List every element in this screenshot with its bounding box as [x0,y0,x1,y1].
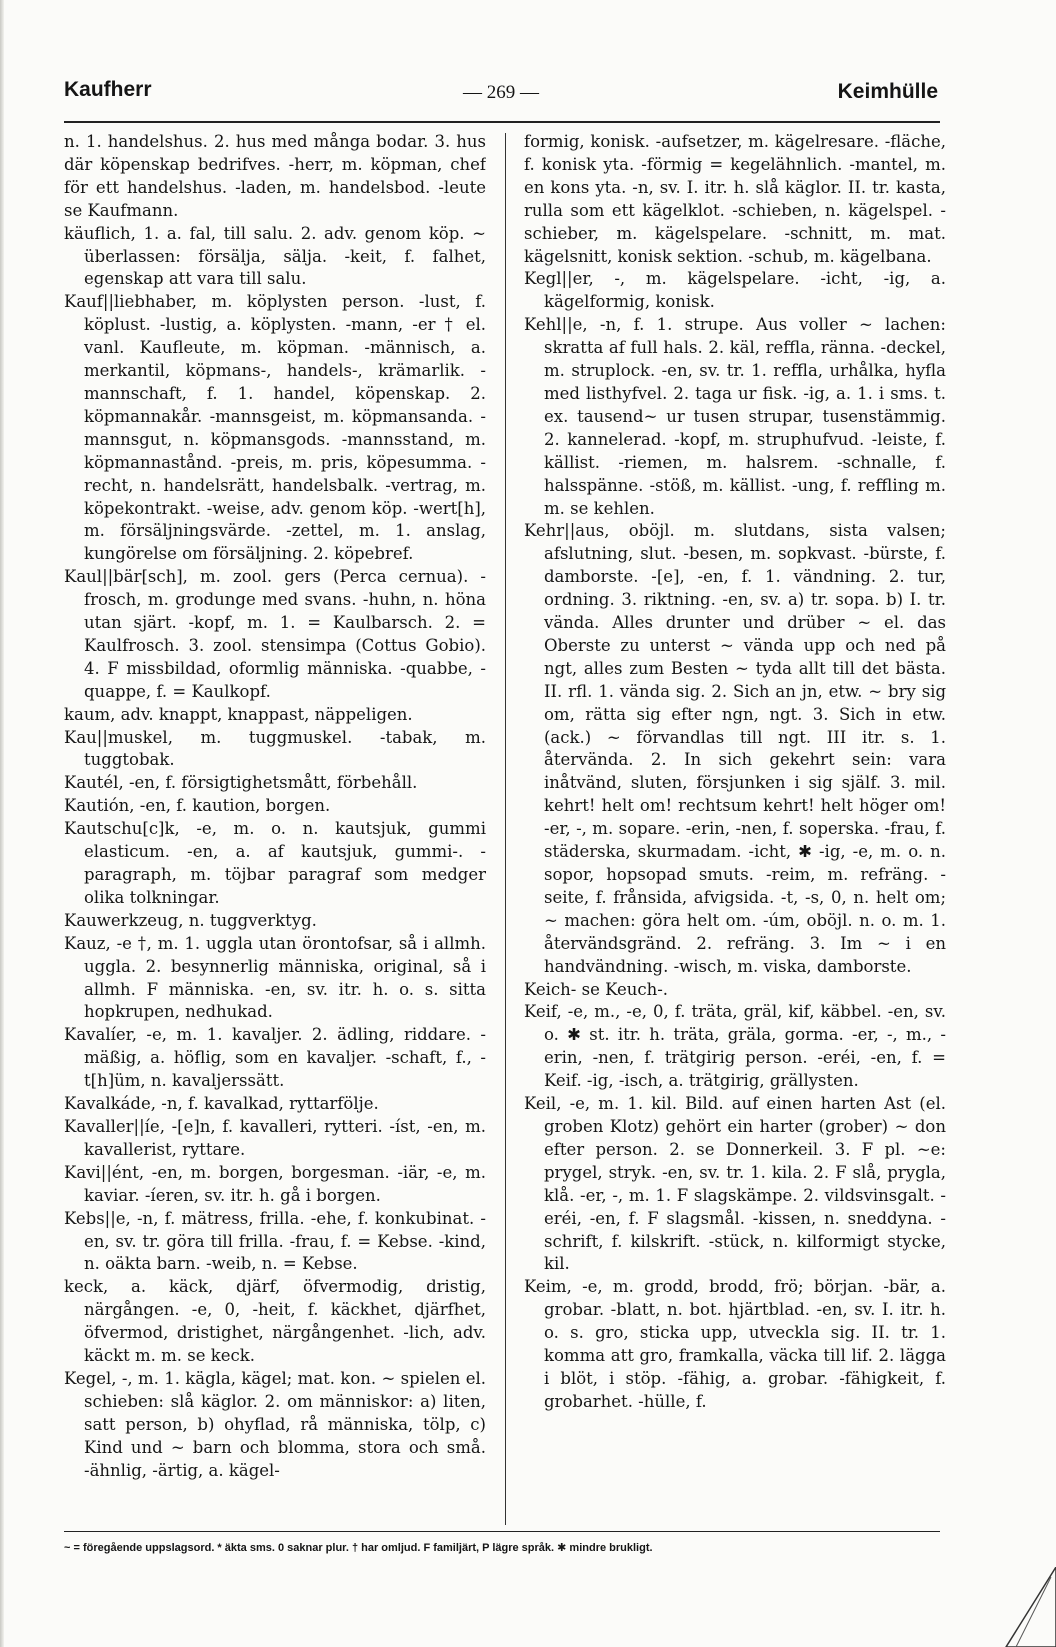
dictionary-entry: Kautél, -en, f. försigtighetsmått, förbehåll. [64,773,418,793]
dictionary-entry: Kavalíer, -e, m. 1. kavaljer. 2. ädling, riddare. -mäßig, a. höflig, som en kavaljer. -schaft, f., -t[h]üm, n. kavaljerssätt. [64,1025,486,1091]
dictionary-entry: Kavalkáde, -n, f. kavalkad, ryttarfölje. [64,1094,379,1114]
dictionary-entry: n. 1. handelshus. 2. hus med många bodar. 3. hus där köpenskap bedrifves. -herr, m. köpman, chef för ett handelshus. -laden, m. handelsbod. -leute se Kaufmann. [64,132,486,220]
dictionary-entry: Kavi||ént, -en, m. borgen, borgesman. -iär, -e, m. kaviar. -íeren, sv. itr. h. gå i borgen. [64,1162,486,1205]
column-divider [505,133,506,1525]
dictionary-entry: formig, konisk. -aufsetzer, m. kägelresare. -fläche, f. konisk yta. -förmig = kegelähnlich. -mantel, m. en kons yta. -n, sv. I. itr. h. slå käglor. II. tr. kasta, rulla som ett kägelklot. -schieben, n. kägelspel. -schieber, m. kägelspelare. -schnitt, m. mat. kägelsnitt, konisk sektion. -schub, m. kägelbana. [524,132,946,266]
dictionary-entry: käuflich, 1. a. fal, till salu. 2. adv. genom köp. ~ überlassen: försälja, sälja. -keit, f. falhet, egenskap att vara till salu. [64,223,486,289]
page-curl-icon [996,1567,1056,1647]
abbreviation-legend: ~ = föregående uppslagsord. * äkta sms. 0 saknar plur. † har omljud. F familjärt, P lägre språk. ✱ mindre brukligt. [64,1542,653,1554]
last-guide-word: Keimhülle [837,80,938,103]
dictionary-entry: Kaul||bär[sch], m. zool. gers (Perca cernua). -frosch, m. grodunge med svans. -huhn, n. höna utan sjärt. -kopf, m. 1. = Kaulbarsch. 2. = Kaulfrosch. 3. zool. stensimpa (Cottus Gobio). 4. F missbildad, oformlig människa. -quabbe, -quappe, f. = Kaulkopf. [64,567,486,701]
dictionary-entry: kaum, adv. knappt, knappast, näppeligen. [64,704,413,724]
dictionary-entry: Kegl||er, -, m. kägelspelare. -icht, -ig, a. kägelformig, konisk. [524,269,946,312]
dictionary-entry: Kehr||aus, oböjl. m. slutdans, sista valsen; afslutning, slut. -besen, m. sopkvast. -bürste, f. damborste. -[e], -en, f. 1. vändning. 2. tur, ordning. 3. riktning. -en, sv. a) tr. sopa. b) I. tr. vända. Alles drunter und drüber ~ el. das Oberste zu unterst ~ vända upp och ned på ngt, alles zum Besten ~ tyda allt till det bästa. II. rfl. 1. vända sig. 2. Sich an jn, etw. ~ bry sig om, rätta sig efter ngn, ngt. 3. Sich in etw. (ack.) ~ förvandlas till ngt. III itr. s. 1. återvända. 2. In sich gekehrt sein: vara inåtvänd, sluten, försjunken i sig själf. 3. mil. kehrt! helt om! rechtsum kehrt! helt höger om! -er, -, m. sopare. -erin, -nen, f. soperska. -frau, f. städerska, skurmadam. -icht, ✱ -ig, -e, m. o. n. sopor, hopsopad smuts. -reim, m. refräng. -seite, f. frånsida, afvigsida. -t, -s, 0, n. helt om; ~ machen: göra helt om. -úm, oböjl. n. o. m. 1. återvändsgränd. 2. refräng. 3. Im ~ i en handvändning. -wisch, m. viska, damborste. [524,521,946,976]
dictionary-entry: Keif, -e, m., -e, 0, f. träta, gräl, kif, käbbel. -en, sv. o. ✱ st. itr. h. träta, gräla, gorma. -er, -, m., -erin, -nen, f. trätgirig person. -eréi, -en, f. = Keif. -ig, -isch, a. trätgirig, grällysten. [524,1002,946,1091]
dictionary-entry: Kauz, -e †, m. 1. uggla utan örontofsar, så i allmh. uggla. 2. besynnerlig människa, original, så i allmh. F människa. -en, sv. itr. h. o. s. sitta hopkrupen, nedhukad. [64,933,486,1022]
dictionary-entry: Kebs||e, -n, f. mätress, frilla. -ehe, f. konkubinat. -en, sv. tr. göra till frilla. -frau, f. = Kebse. -kind, n. oäkta barn. -weib, n. = Kebse. [64,1208,486,1274]
dictionary-entry: keck, a. käck, djärf, öfvermodig, dristig, närgången. -e, 0, -heit, f. käckhet, djärfhet, öfvermod, dristighet, närgångenhet. -lich, adv. käckt m. m. se keck. [64,1277,486,1366]
dictionary-entry: Kegel, -, m. 1. kägla, kägel; mat. kon. ~ spielen el. schieben: slå käglor. 2. om människor: a) liten, satt person, b) ohyflad, rå människa, tölp, c) Kind und ~ barn och blomma, stora och små. -ähnlig, -ärtig, a. kägel- [64,1368,486,1480]
page-number: — 269 — [463,82,539,103]
header-rule [64,121,940,123]
dictionary-entry: Kautschu[c]k, -e, m. o. n. kautsjuk, gummi elasticum. -en, a. af kautsjuk, gummi-. -paragraph, m. töjbar paragraf som medger olika tolkningar. [64,819,486,907]
dictionary-entry: Kauf||liebhaber, m. köplysten person. -lust, f. köplust. -lustig, a. köplysten. -mann, -er † el. vanl. Kaufleute, m. köpman. -männisch, a. merkantil, köpmans-, handels-, krämarlik. -mannschaft, f. 1. handel, köpenskap. 2. köpmannakår. -mannsgeist, m. köpmansanda. -mannsgut, n. köpmansgods. -mannsstand, m. köpmannastånd. -preis, m. pris, köpesumma. -recht, n. handelsrätt, handelsbalk. -vertrag, m. köpekontrakt. -weise, adv. genom köp. -wert[h], m. försäljningsvärde. -zettel, m. 1. anslag, kungörelse om försäljning. 2. köpebref. [64,292,486,564]
dictionary-entry: Kavaller||íe, -[e]n, f. kavalleri, rytteri. -íst, -en, m. kavallerist, ryttare. [64,1116,486,1159]
dictionary-entry: Keich- se Keuch-. [524,979,669,999]
dictionary-entry: Kehl||e, -n, f. 1. strupe. Aus voller ~ lachen: skratta af full hals. 2. käl, reffla, ränna. -deckel, m. struplock. -en, sv. tr. 1. reffla, urhålka, hyfla med listhyfvel. 2. taga ur fisk. -ig, a. 1. i sms. t. ex. tausend~ ur tusen strupar, tusenstämmig. 2. kannelerad. -kopf, m. struphufvud. -leiste, f. källist. -riemen, m. halsrem. -schnalle, f. halsspänne. -stöß, m. källist. -ung, f. reffling m. m. se kehlen. [524,315,946,518]
right-column [524,131,946,1519]
first-guide-word: Kaufherr [64,78,152,101]
dictionary-entry: Kautión, -en, f. kaution, borgen. [64,796,331,816]
running-header [64,78,938,114]
page-edge [0,0,4,1647]
dictionary-entry: Keil, -e, m. 1. kil. Bild. auf einen harten Ast (el. groben Klotz) gehört ein harter (grober) ~ don efter person. 2. se Donnerkeil. 3. F pl. ~e: prygel, stryk. -en, sv. tr. 1. kila. 2. F slå, prygla, klå. -er, -, m. 1. F slagskämpe. 2. vildsvinsgalt. -eréi, -en, f. F slagsmål. -kissen, n. sneddyna. -schrift, f. kilskrift. -stück, n. kilformigt stycke, kil. [524,1094,946,1274]
dictionary-entry: Kau||muskel, m. tuggmuskel. -tabak, m. tuggtobak. [64,727,486,770]
dictionary-entry: Kauwerkzeug, n. tuggverktyg. [64,910,317,930]
left-column [64,131,486,1519]
footer-rule [64,1531,940,1532]
dictionary-entry: Keim, -e, m. grodd, brodd, frö; början. -bär, a. grobar. -blatt, n. bot. hjärtblad. -en, sv. I. itr. h. o. s. gro, sticka upp, utveckla sig. II. tr. 1. komma att gro, framkalla, väcka till lif. 2. lägga i blöt, i stöp. -fähig, a. grobar. -fähigkeit, f. grobarhet. -hülle, f. [524,1277,946,1411]
